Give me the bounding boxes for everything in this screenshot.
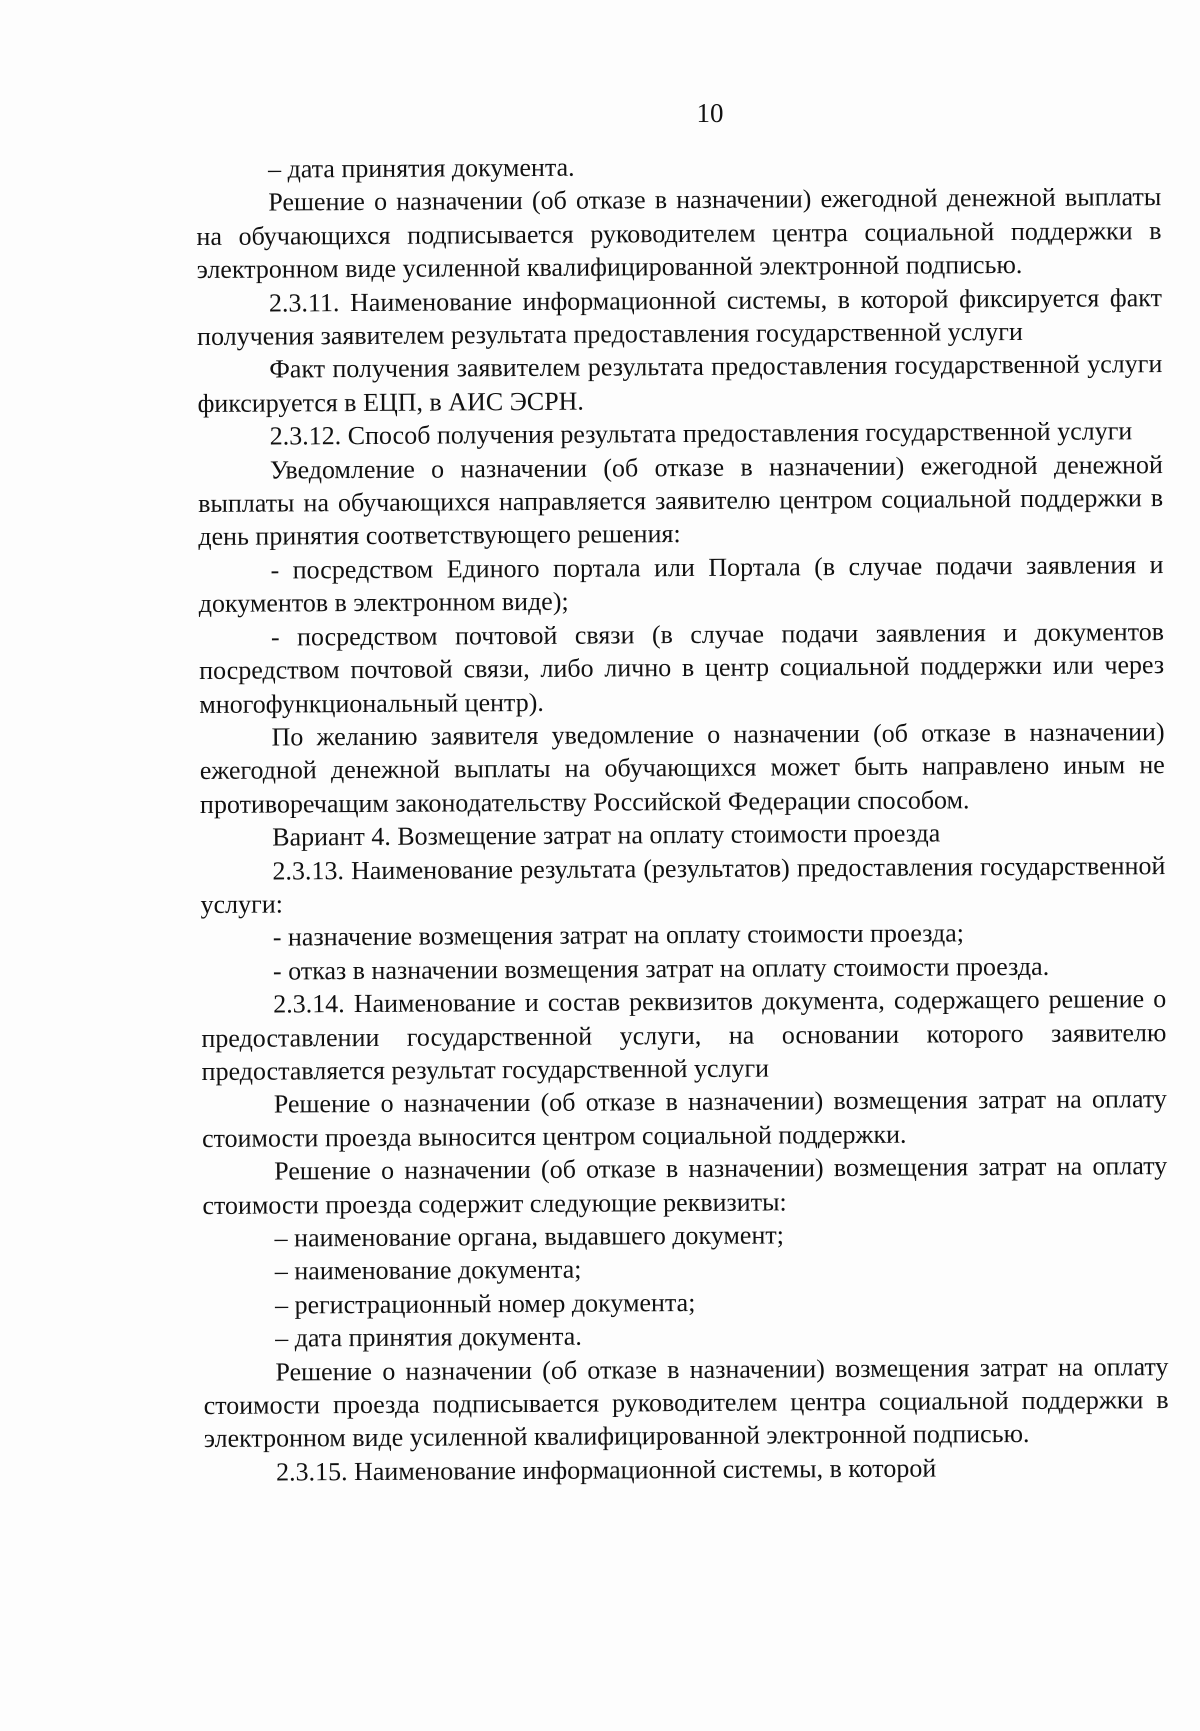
section-heading-2-3-14: 2.3.14. Наименование и состав реквизитов документа, содержащего решение о предоставлении государственной услуги, на основании которого заявителю предоставляется результат государственной услуги	[201, 984, 1167, 1086]
paragraph-decision-signing: Решение о назначении (об отказе в назначении) ежегодной денежной выплаты на обучающихся подписывается руководителем центра социальной поддержки в электронном виде усиленной квалифицированной электронной подписью.	[196, 182, 1162, 285]
list-item-doc-name: – наименование документа;	[274, 1255, 582, 1286]
variant-heading-4: Вариант 4. Возмещение затрат на оплату стоимости проезда	[272, 818, 941, 852]
section-heading-2-3-13: 2.3.13. Наименование результата (результатов) предоставления государственной услуги:	[200, 850, 1166, 919]
paragraph-decision-signed: Решение о назначении (об отказе в назначении) возмещения затрат на оплату стоимости проезда подписывается руководителем центра социальной поддержки в электронном виде усиленной квалифицированной электронной подписью.	[203, 1351, 1169, 1454]
document-body	[196, 147, 1169, 1489]
paragraph-notification: Уведомление о назначении (об отказе в назначении) ежегодной денежной выплаты на обучающихся направляется заявителю центром социальной поддержки в день принятия соответствующего решения:	[198, 449, 1164, 552]
section-heading-2-3-12: 2.3.12. Способ получения результата предоставления государственной услуги	[269, 416, 1133, 451]
list-item-adoption-date: – дата принятия документа.	[275, 1321, 582, 1353]
list-item-date: – дата принятия документа.	[268, 152, 575, 184]
list-item-refusal: - отказ в назначении возмещения затрат на оплату стоимости проезда.	[272, 951, 1050, 986]
list-item-portal: - посредством Единого портала или Портала (в случае подачи заявления и документов в электронном виде);	[198, 549, 1164, 619]
page-number: 10	[696, 98, 724, 128]
section-heading-2-3-15: 2.3.15. Наименование информационной системы, в которой	[275, 1453, 937, 1487]
list-item-issuer: – наименование органа, выдавшего документ;	[274, 1220, 785, 1253]
paragraph-fact-recorded: Факт получения заявителем результата предоставления государственной услуги фиксируется в ЕЦП, в АИС ЭСРН.	[197, 349, 1163, 418]
paragraph-by-request: По желанию заявителя уведомление о назначении (об отказе в назначении) ежегодной денежной выплаты на обучающихся может быть направлено иным не противоречащим законодательству Российской Федерации способом.	[199, 717, 1165, 819]
paragraph-decision-requisites: Решение о назначении (об отказе в назначении) возмещения затрат на оплату стоимости проезда содержит следующие реквизиты:	[202, 1151, 1168, 1220]
list-item-reg-number: – регистрационный номер документа;	[274, 1287, 696, 1320]
list-item-post: - посредством почтовой связи (в случае подачи заявления и документов посредством почтовой связи, либо лично в центр социальной поддержки или через многофункциональный центр).	[199, 616, 1165, 719]
section-heading-2-3-11: 2.3.11. Наименование информационной системы, в которой фиксируется факт получения заявителем результата предоставления государственной услуги	[197, 282, 1162, 352]
list-item-assignment: - назначение возмещения затрат на оплату стоимости проезда;	[272, 918, 965, 952]
paragraph-decision-issued: Решение о назначении (об отказе в назначении) возмещения затрат на оплату стоимости проезда выносится центром социальной поддержки.	[201, 1084, 1167, 1153]
